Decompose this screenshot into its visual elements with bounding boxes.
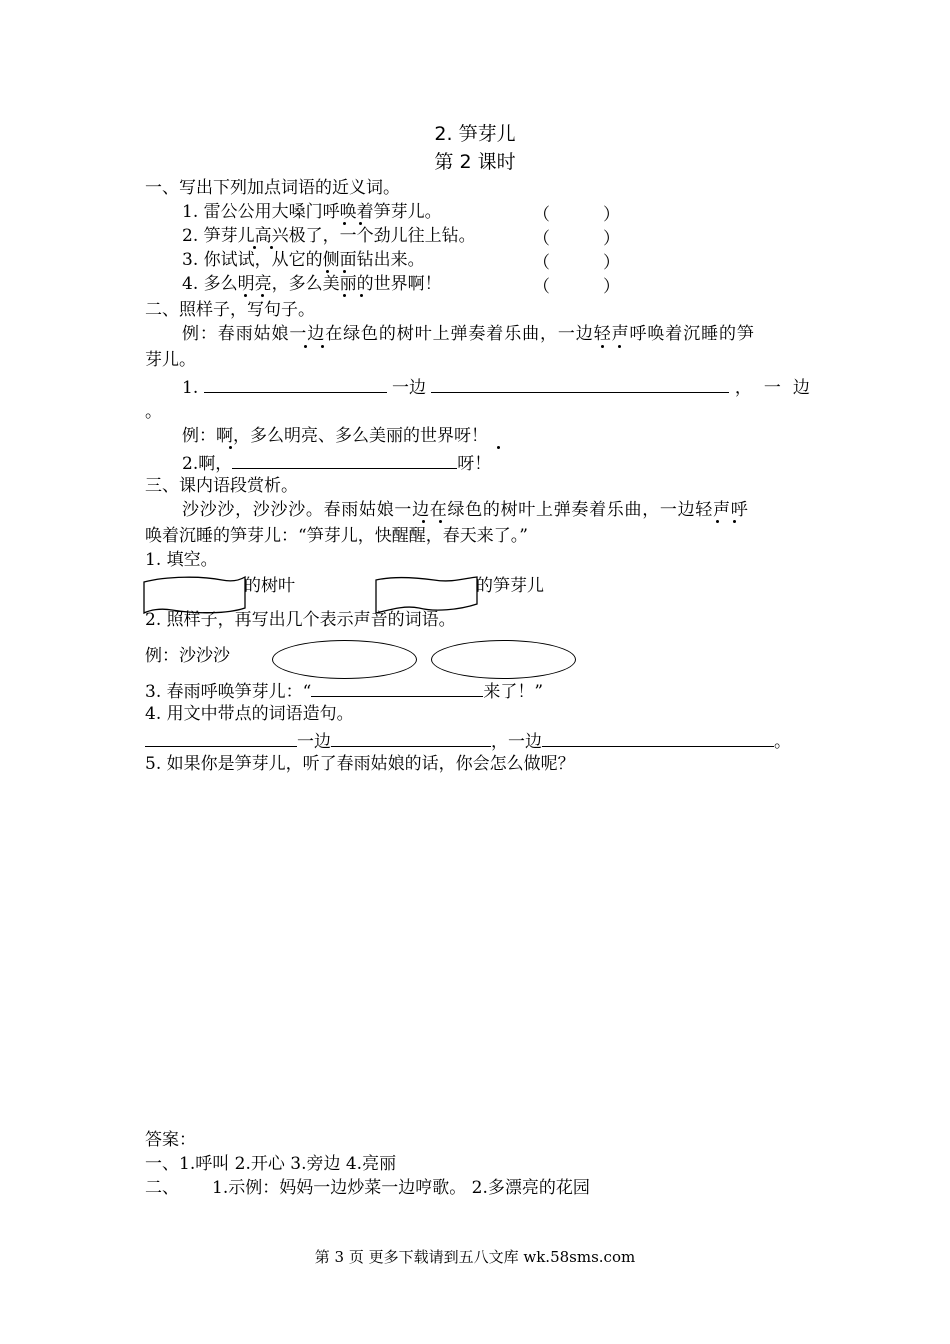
section2-q2 xyxy=(182,450,491,476)
section1-item-2: 2. 笋芽儿高兴极了，一个劲儿往上钻。 xyxy=(182,226,476,246)
emphasis-dot xyxy=(343,270,346,273)
answers-heading: 答案： xyxy=(145,1130,196,1150)
emphasis-dot xyxy=(270,246,273,249)
answer-blank[interactable] xyxy=(232,450,457,469)
paren-open: （ xyxy=(533,205,550,225)
section1-item-1: 1. 雷公公用大嗓门呼唤着笋芽儿。 xyxy=(182,202,442,222)
section2-q1-end: ，一边 xyxy=(734,378,822,398)
paren-close: ） xyxy=(603,229,620,249)
emphasis-dot xyxy=(716,520,719,523)
paren-close: ） xyxy=(603,253,620,273)
answer-blank[interactable] xyxy=(542,728,774,747)
emphasis-dot xyxy=(304,345,307,348)
section3-passage-cont: 唤着沉睡的笋芽儿：“笋芽儿，快醒醒，春天来了。” xyxy=(145,526,528,546)
q4-end: 。 xyxy=(774,732,791,752)
emphasis-dot xyxy=(422,520,425,523)
section2-q2-end: 呀！ xyxy=(457,454,492,474)
emphasis-dot xyxy=(229,446,232,449)
answer-blank[interactable] xyxy=(204,374,387,393)
answers-line2-label: 二、 xyxy=(145,1178,179,1198)
section2-example2: 例：啊，多么明亮、多么美丽的世界呀！ xyxy=(182,426,488,446)
section3-heading: 三、课内语段赏析。 xyxy=(145,476,298,496)
paren-close: ） xyxy=(603,277,620,297)
section3-q5: 5. 如果你是笋芽儿，听了春雨姑娘的话，你会怎么做呢？ xyxy=(145,754,575,774)
section2-heading: 二、照样子，写句子。 xyxy=(145,300,315,320)
emphasis-dot xyxy=(253,246,256,249)
emphasis-dot xyxy=(321,345,324,348)
section3-q3-start: 3. 春雨呼唤笋芽儿：“ xyxy=(145,682,312,702)
answers-line2: 1.示例：妈妈一边炒菜一边哼歌。 2.多漂亮的花园 xyxy=(212,1178,590,1198)
section3-q2-example: 例：沙沙沙 xyxy=(145,646,230,666)
answer-blank[interactable] xyxy=(145,728,297,747)
section2-q1-num: 1. xyxy=(182,378,199,398)
section3-q4: 4. 用文中带点的词语造句。 xyxy=(145,704,354,724)
banner1-suffix: 的树叶 xyxy=(244,576,295,596)
page-title: 2. 笋芽儿 xyxy=(434,123,516,145)
section2-q1-cont: 。 xyxy=(145,402,162,422)
answer-blank[interactable] xyxy=(311,678,483,697)
paren-open: （ xyxy=(533,253,550,273)
emphasis-dot xyxy=(497,446,500,449)
section2-example1-cont: 芽儿。 xyxy=(145,350,196,370)
paren-open: （ xyxy=(533,277,550,297)
emphasis-dot xyxy=(359,222,362,225)
q4-mid2: ，一边 xyxy=(491,732,542,752)
answer-blank[interactable] xyxy=(331,728,491,747)
section2-example1: 例：春雨姑娘一边在绿色的树叶上弹奏着乐曲，一边轻声呼唤着沉睡的笋 xyxy=(182,324,755,344)
emphasis-dot xyxy=(360,294,363,297)
answer-ellipse[interactable] xyxy=(272,640,417,679)
q4-mid1: 一边 xyxy=(297,732,331,752)
emphasis-dot xyxy=(343,294,346,297)
section2-q1-mid: 一边 xyxy=(392,378,427,398)
emphasis-dot xyxy=(343,222,346,225)
emphasis-dot xyxy=(618,345,621,348)
section1-item-4: 4. 多么明亮，多么美丽的世界啊！ xyxy=(182,274,442,294)
answer-blank[interactable] xyxy=(431,374,729,393)
page-subtitle: 第 2 课时 xyxy=(434,151,516,173)
section2-q2-start: 2.啊， xyxy=(182,454,233,474)
section3-passage: 沙沙沙，沙沙沙。春雨姑娘一边在绿色的树叶上弹奏着乐曲，一边轻声呼 xyxy=(182,500,749,520)
emphasis-dot xyxy=(326,270,329,273)
section2-q1 xyxy=(182,374,822,400)
section1-heading: 一、写出下列加点词语的近义词。 xyxy=(145,178,400,198)
emphasis-dot xyxy=(439,520,442,523)
answers-line1: 一、1.呼叫 2.开心 3.旁边 4.亮丽 xyxy=(145,1154,397,1174)
section3-q2: 2. 照样子，再写出几个表示声音的词语。 xyxy=(145,610,456,630)
section3-q3 xyxy=(145,678,543,704)
section3-q3-end: 来了！” xyxy=(483,682,544,702)
emphasis-dot xyxy=(261,294,264,297)
paren-close: ） xyxy=(603,205,620,225)
emphasis-dot xyxy=(601,345,604,348)
section1-item-3: 3. 你试试，从它的侧面钻出来。 xyxy=(182,250,425,270)
page-footer: 第 3 页 更多下载请到五八文库 wk.58sms.com xyxy=(314,1248,636,1266)
paren-open: （ xyxy=(533,229,550,249)
answer-ellipse[interactable] xyxy=(431,640,576,679)
emphasis-dot xyxy=(244,294,247,297)
section3-q4-answer xyxy=(145,728,791,754)
banner2-suffix: 的笋芽儿 xyxy=(476,576,544,596)
section3-q1: 1. 填空。 xyxy=(145,550,218,570)
emphasis-dot xyxy=(733,520,736,523)
